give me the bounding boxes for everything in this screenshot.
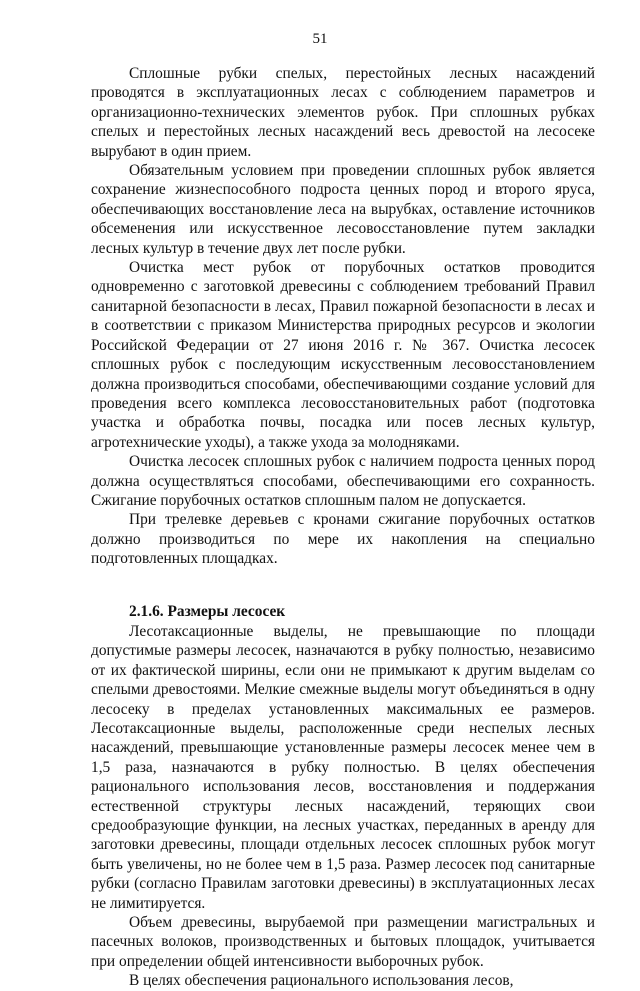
paragraph: В целях обеспечения рационального использования лесов, xyxy=(129,972,514,990)
paragraph: Объем древесины, вырубаемой при размещении магистральных и пасечных волоков, производственных и бытовых площадок, учитывается при определении общей интенсивности выборочных рубок. xyxy=(91,914,595,970)
paragraph: Очистка мест рубок от порубочных остатков проводится одновременно с заготовкой древесины с соблюдением требований Правил санитарной безопасности в лесах, Правил пожарной безопасности в лесах и в соответствии с приказом Министерства природных ресурсов и экологии Российской Федерации от 27 июня 2016 г. № 367. Очистка лесосек сплошных рубок с последующим искусственным лесовосстановлением должна производиться способами, обеспечивающими создание условий для проведения всего комплекса лесовосстановительных работ (подготовка участка и обработка почвы, посадка или посев лесных культур, агротехнические уходы), а также ухода за молодняками. xyxy=(91,259,595,451)
paragraph: Обязательным условием при проведении сплошных рубок является сохранение жизнеспособного подроста ценных пород и второго яруса, обеспечивающих восстановление леса на вырубках, оставление источников обсеменения или искусственное лесовосстановление путем закладки лесных культур в течение двух лет после рубки. xyxy=(91,162,595,257)
page-number: 51 xyxy=(312,31,328,47)
paragraph: Лесотаксационные выделы, не превышающие по площади допустимые размеры лесосек, назначаются в рубку полностью, независимо от их фактической ширины, если они не примыкают к другим выделам со спелыми древостоями. Мелкие смежные выделы могут объединяться в одну лесосеку в пределах установленных максимальных ее размеров. Лесотаксационные выделы, расположенные среди неспелых лесных насаждений, превышающие установленные размеры лесосек менее чем в 1,5 раза, назначаются в рубку полностью. В целях обеспечения рационального использования лесов, восстановления и поддержания естественной структуры лесных насаждений, теряющих свои средообразующие функции, на лесных участках, переданных в аренду для заготовки древесины, площади отдельных лесосек сплошных рубок могут быть увеличены, но не более чем в 1,5 раза. Размер лесосек под санитарные рубки (согласно Правилам заготовки древесины) в эксплуатационных лесах не лимитируется. xyxy=(91,622,595,912)
paragraph: Сплошные рубки спелых, перестойных лесных насаждений проводятся в эксплуатационных лесах с соблюдением параметров и организационно-технических элементов рубок. При сплошных рубках спелых и перестойных лесных насаждений весь древостой на лесосеке вырубают в один прием. xyxy=(91,65,595,160)
paragraph: Очистка лесосек сплошных рубок с наличием подроста ценных пород должна осуществляться способами, обеспечивающими его сохранность. Сжигание порубочных остатков сплошным палом не допускается. xyxy=(91,453,595,509)
page-content xyxy=(91,64,595,991)
section-heading: 2.1.6. Размеры лесосек xyxy=(129,602,286,620)
paragraph: При трелевке деревьев с кронами сжигание порубочных остатков должно производиться по мере их накопления на специально подготовленных площадках. xyxy=(91,511,595,568)
